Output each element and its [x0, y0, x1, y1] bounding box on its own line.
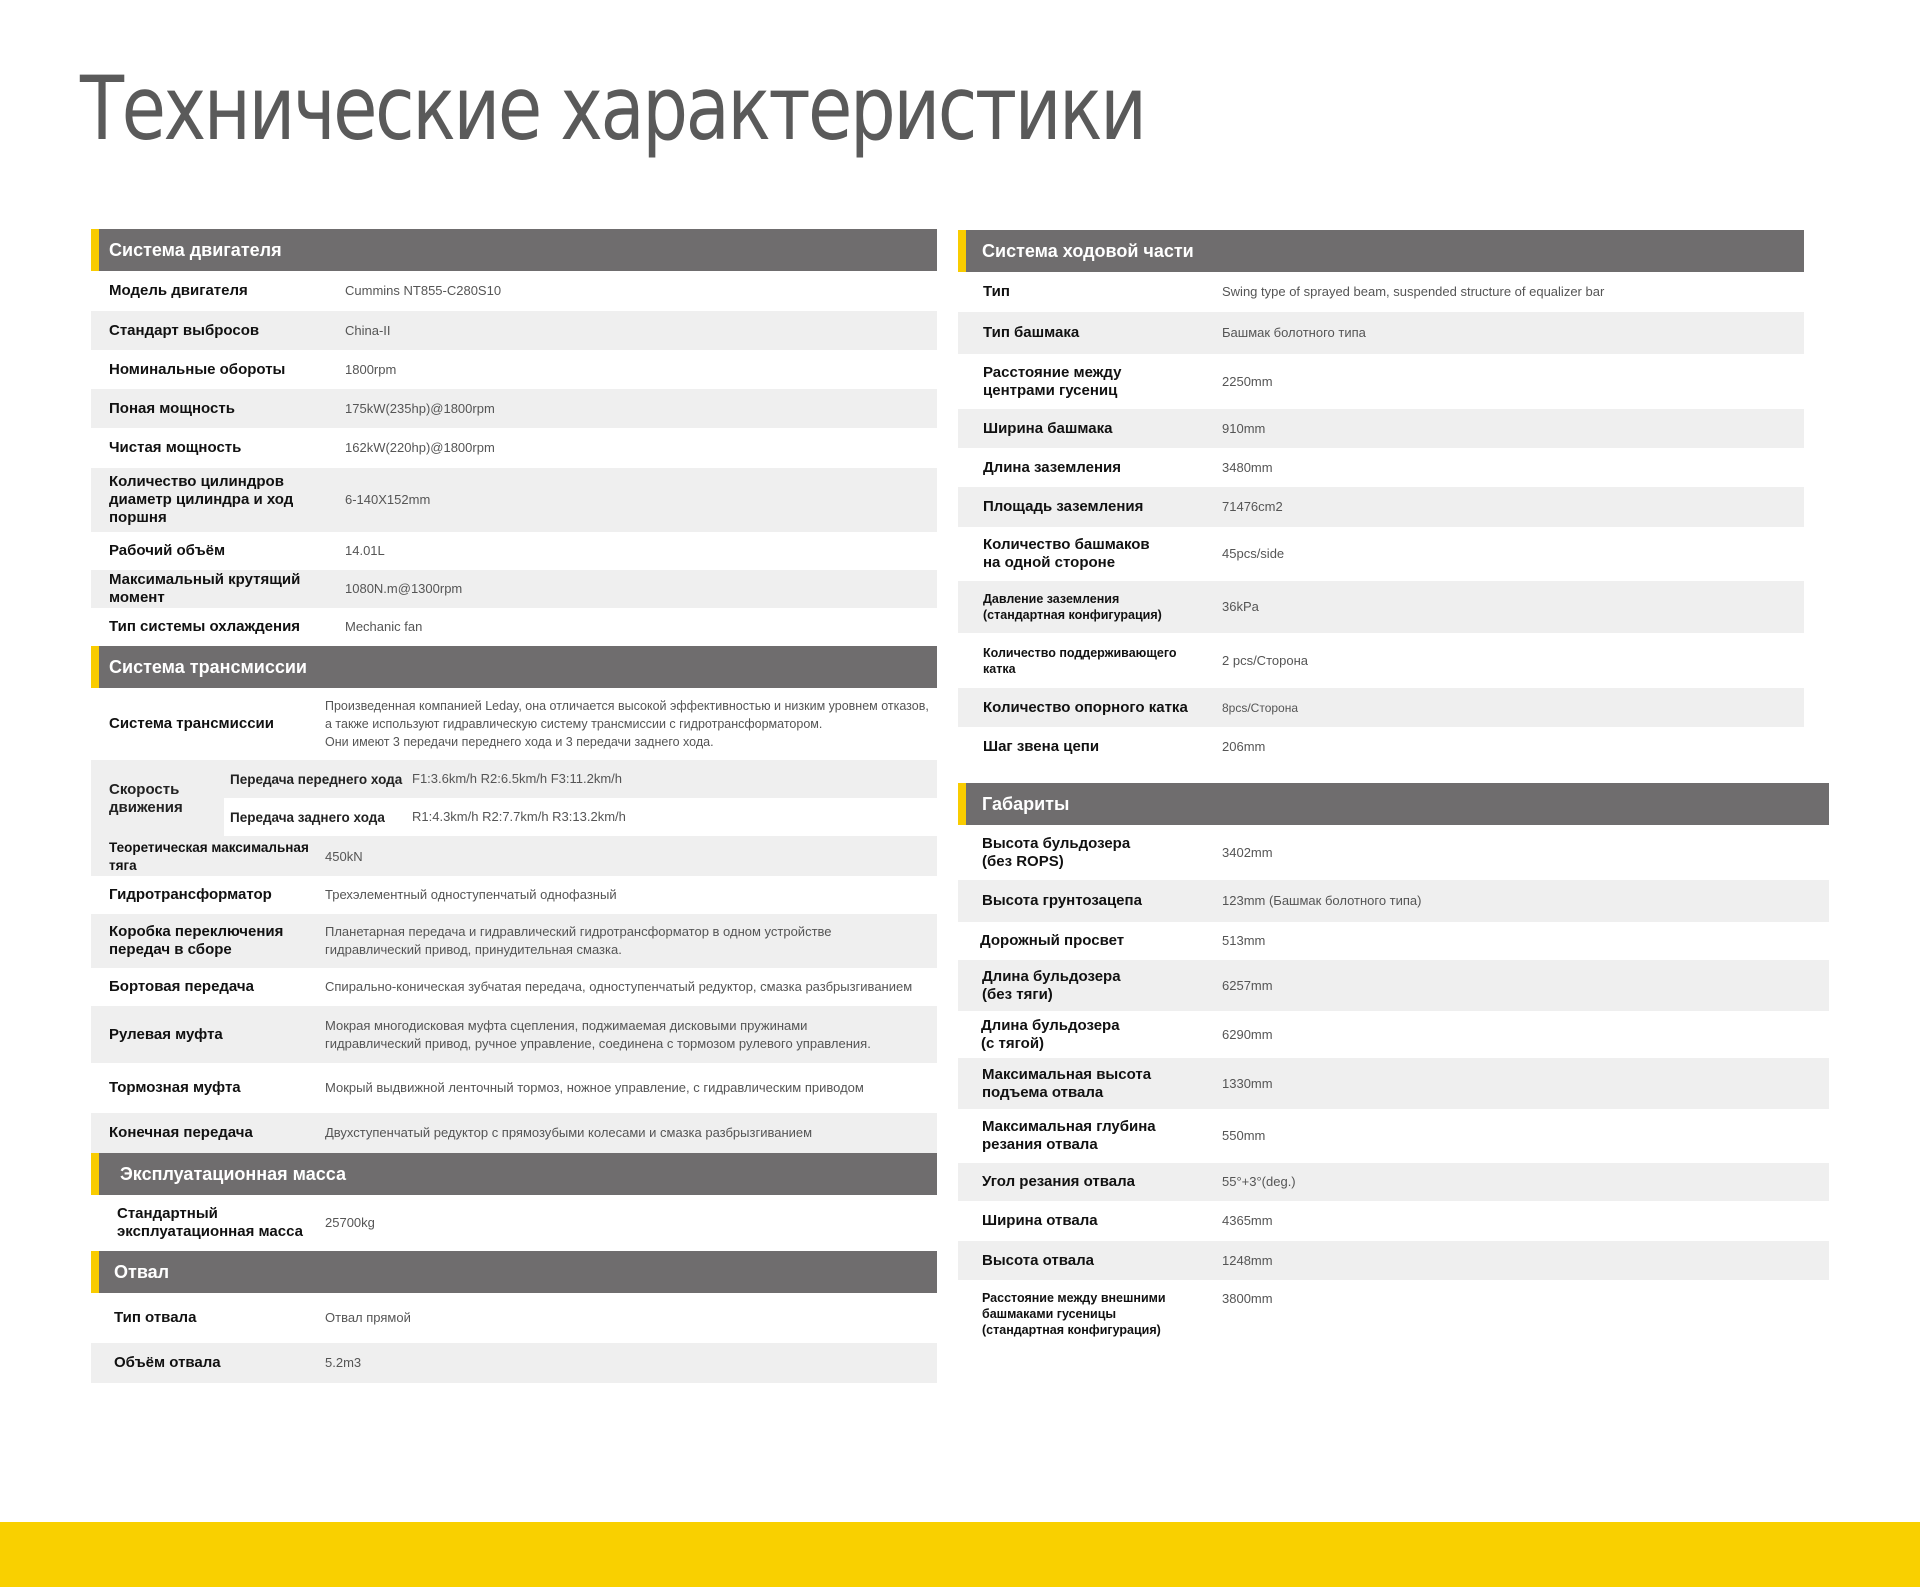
- spec-value: Спирально-коническая зубчатая передача, одноступенчатый редуктор, смазка разбрызгиванием: [325, 979, 913, 994]
- section-title: Габариты: [982, 793, 1070, 814]
- spec-label: Шаг звена цепи: [983, 737, 1100, 755]
- table-row: [958, 448, 1804, 487]
- spec-label: Максимальная высота подъема отвала: [982, 1065, 1152, 1101]
- spec-label: Коробка переключения передач в сборе: [109, 923, 284, 958]
- spec-value: 1080N.m@1300rpm: [345, 581, 463, 596]
- spec-sublabel: Передача заднего хода: [230, 809, 385, 825]
- spec-label: Бортовая передача: [109, 978, 254, 995]
- dimensions-section-header: [958, 783, 1829, 825]
- spec-label: Количество опорного катка: [983, 698, 1188, 716]
- table-row: [958, 1109, 1829, 1163]
- spec-label: Максимальная глубина резания отвала: [982, 1118, 1156, 1153]
- table-row: [91, 914, 937, 968]
- spec-value: 4365mm: [1222, 1213, 1273, 1228]
- spec-value: F1:3.6km/h R2:6.5km/h F3:11.2km/h: [412, 771, 623, 786]
- table-row: [958, 727, 1804, 766]
- spec-label: Количество башмаков на одной стороне: [983, 536, 1150, 571]
- spec-value: 3402mm: [1222, 844, 1273, 860]
- spec-value: 25700kg: [325, 1215, 375, 1230]
- table-row: [91, 468, 937, 532]
- spec-value: 123mm (Башмак болотного типа): [1222, 893, 1422, 908]
- table-row: [91, 1113, 937, 1153]
- section-title: Эксплуатационная масса: [120, 1163, 346, 1184]
- table-row: [958, 1201, 1829, 1241]
- table-row: [958, 960, 1829, 1011]
- table-row: [91, 311, 937, 350]
- spec-label: Чистая мощность: [109, 439, 242, 456]
- table-row: [91, 1343, 937, 1383]
- spec-label: Высота бульдозера (без ROPS): [982, 834, 1131, 870]
- section-title: Система двигателя: [109, 239, 282, 260]
- spec-value: 14.01L: [345, 543, 385, 558]
- table-row: [958, 880, 1829, 922]
- spec-label: Количество цилиндров диаметр цилиндра и ход поршня: [109, 473, 294, 526]
- spec-value: 1248mm: [1222, 1252, 1273, 1268]
- page-title: Технические характеристики: [80, 57, 1145, 160]
- spec-value: R1:4.3km/h R2:7.7km/h R3:13.2km/h: [412, 809, 626, 824]
- transmission-section-header: [91, 646, 937, 688]
- table-row: [91, 1195, 937, 1251]
- table-row: [958, 354, 1804, 409]
- spec-label: Тип системы охлаждения: [109, 618, 301, 635]
- table-row: [91, 1063, 937, 1113]
- table-row: [91, 608, 937, 646]
- spec-value: Mechanic fan: [345, 619, 423, 634]
- spec-value: Отвал прямой: [325, 1310, 411, 1325]
- table-row: [91, 570, 937, 608]
- spec-label: Тип башмака: [983, 324, 1080, 341]
- spec-value: Мокрый выдвижной ленточный тормоз, ножное управление, с гидравлическим приводом: [325, 1080, 864, 1095]
- spec-label: Расстояние между центрами гусениц: [983, 363, 1122, 399]
- spec-value: 6290mm: [1222, 1026, 1273, 1042]
- spec-label: Скорость движения: [109, 781, 183, 816]
- spec-label: Давление заземления (стандартная конфигурация): [983, 592, 1162, 622]
- table-row: [224, 798, 937, 836]
- spec-label: Количество поддерживающего катка: [983, 645, 1177, 676]
- table-row: [958, 922, 1829, 960]
- blade-section-header: [91, 1251, 937, 1293]
- spec-value: Swing type of sprayed beam, suspended structure of equalizer bar: [1222, 284, 1605, 299]
- mass-section-header: [91, 1153, 937, 1195]
- table-row: [91, 271, 937, 311]
- spec-label: Площадь заземления: [983, 498, 1144, 515]
- right-column: [958, 230, 1829, 1342]
- spec-value: 513mm: [1222, 933, 1266, 948]
- spec-label: Тормозная муфта: [109, 1079, 241, 1096]
- spec-label: Стандарт выбросов: [109, 321, 260, 339]
- spec-value: Cummins NT855-C280S10: [345, 283, 502, 298]
- table-row: [958, 487, 1804, 527]
- spec-value: 3800mm: [1222, 1291, 1273, 1306]
- table-row: [91, 389, 937, 428]
- table-row: [91, 350, 937, 389]
- spec-label: Рабочий объём: [109, 542, 226, 559]
- spec-value: 910mm: [1222, 420, 1266, 436]
- table-row: [958, 1058, 1829, 1109]
- table-row: [91, 968, 937, 1006]
- spec-value: Трехэлементный одноступенчатый однофазный: [325, 887, 617, 902]
- table-row: [958, 272, 1804, 312]
- spec-value: Двухступенчатый редуктор с прямозубыми колесами и смазка разбрызгиванием: [325, 1125, 813, 1140]
- spec-label: Стандартный эксплуатационная масса: [117, 1205, 303, 1240]
- left-column: [91, 229, 937, 1383]
- speed-block: [91, 760, 937, 838]
- spec-label: Тип: [983, 283, 1010, 300]
- table-row: [224, 760, 937, 798]
- table-row: [958, 581, 1804, 633]
- spec-label: Максимальный крутящий момент: [109, 571, 301, 606]
- spec-label: Конечная передача: [109, 1124, 253, 1141]
- table-row: [91, 838, 937, 876]
- table-row: [958, 688, 1804, 727]
- table-row: [91, 688, 937, 760]
- spec-value: 2 pcs/Сторона: [1222, 652, 1308, 668]
- spec-value: 36kPa: [1222, 599, 1259, 614]
- spec-value: Башмак болотного типа: [1222, 325, 1366, 340]
- spec-value: 2250mm: [1222, 373, 1273, 389]
- table-row: [91, 428, 937, 468]
- spec-label: Теоретическая максимальная тяга: [109, 840, 309, 873]
- spec-value: Произведенная компанией Leday, она отличается высокой эффективностью и низким уровнем отказов, а также используют гидравлическую систему трансмиссии с гидротрансформатором. Они имеют 3 передачи переднего хода и 3 передачи заднего хода.: [325, 699, 929, 749]
- spec-label: Высота отвала: [982, 1251, 1095, 1269]
- spec-value: 1330mm: [1222, 1075, 1273, 1091]
- table-row: [958, 1011, 1829, 1058]
- table-row: [958, 312, 1804, 354]
- spec-label: Поная мощность: [109, 399, 235, 417]
- spec-label: Ширина башмака: [983, 419, 1113, 437]
- engine-section-header: [91, 229, 937, 271]
- spec-value: 450kN: [325, 849, 363, 864]
- spec-value: 8pcs/Сторона: [1222, 700, 1299, 715]
- spec-value: 6-140X152mm: [345, 492, 431, 507]
- spec-value: 71476cm2: [1222, 499, 1283, 514]
- table-row: [958, 1241, 1829, 1280]
- table-row: [958, 633, 1804, 688]
- table-row: [91, 1006, 937, 1063]
- spec-label: Система трансмиссии: [109, 715, 274, 732]
- table-row: [958, 825, 1829, 880]
- spec-value: 162kW(220hp)@1800rpm: [345, 440, 495, 455]
- spec-label: Высота грунтозацепа: [982, 892, 1142, 909]
- spec-label: Модель двигателя: [109, 282, 248, 299]
- spec-value: 3480mm: [1222, 459, 1273, 475]
- spec-value: 55°+3°(deg.): [1222, 1174, 1296, 1189]
- spec-value: 5.2m3: [325, 1355, 362, 1370]
- spec-label: Номинальные обороты: [109, 360, 286, 378]
- spec-label: Объём отвала: [114, 1354, 221, 1371]
- table-row: [958, 409, 1804, 448]
- spec-label: Угол резания отвала: [982, 1173, 1135, 1190]
- spec-label: Дорожный просвет: [980, 932, 1125, 949]
- spec-label: Расстояние между внешними башмаками гусеницы (стандартная конфигурация): [982, 1291, 1166, 1337]
- section-title: Отвал: [114, 1261, 170, 1282]
- spec-value: 1800rpm: [345, 361, 397, 377]
- spec-value: China-II: [345, 322, 391, 338]
- bottom-accent-band: [0, 1522, 1920, 1587]
- table-row: [91, 1293, 937, 1343]
- table-row: [958, 1163, 1829, 1201]
- spec-value: 550mm: [1222, 1128, 1266, 1143]
- spec-value: 206mm: [1222, 738, 1266, 754]
- spec-value: 6257mm: [1222, 977, 1273, 993]
- spec-label: Длина бульдозера (с тягой): [981, 1016, 1120, 1052]
- table-row: [958, 1280, 1829, 1342]
- spec-label: Длина бульдозера (без тяги): [982, 967, 1121, 1003]
- table-row: [91, 876, 937, 914]
- spec-sublabel: Передача переднего хода: [230, 771, 403, 787]
- undercarriage-section-header: [958, 230, 1804, 272]
- spec-label: Ширина отвала: [982, 1212, 1098, 1229]
- spec-value: Мокрая многодисковая муфта сцепления, поджимаемая дисковыми пружинами гидравлический привод, ручное управление, соединена с тормозом рулевого управления.: [325, 1017, 871, 1051]
- spec-value: Планетарная передача и гидравлический гидротрансформатор в одном устройстве гидравлический привод, принудительная смазка.: [325, 924, 832, 957]
- spec-label: Рулевая муфта: [109, 1025, 223, 1043]
- table-row: [91, 532, 937, 570]
- spec-value: 45pcs/side: [1222, 546, 1285, 561]
- section-title: Система трансмиссии: [109, 656, 307, 677]
- spec-label: Гидротрансформатор: [109, 886, 272, 903]
- table-row: [958, 527, 1804, 581]
- spec-label: Длина заземления: [983, 458, 1121, 476]
- spec-label: Тип отвала: [114, 1309, 197, 1326]
- section-title: Система ходовой части: [982, 240, 1194, 261]
- spec-value: 175kW(235hp)@1800rpm: [345, 400, 495, 416]
